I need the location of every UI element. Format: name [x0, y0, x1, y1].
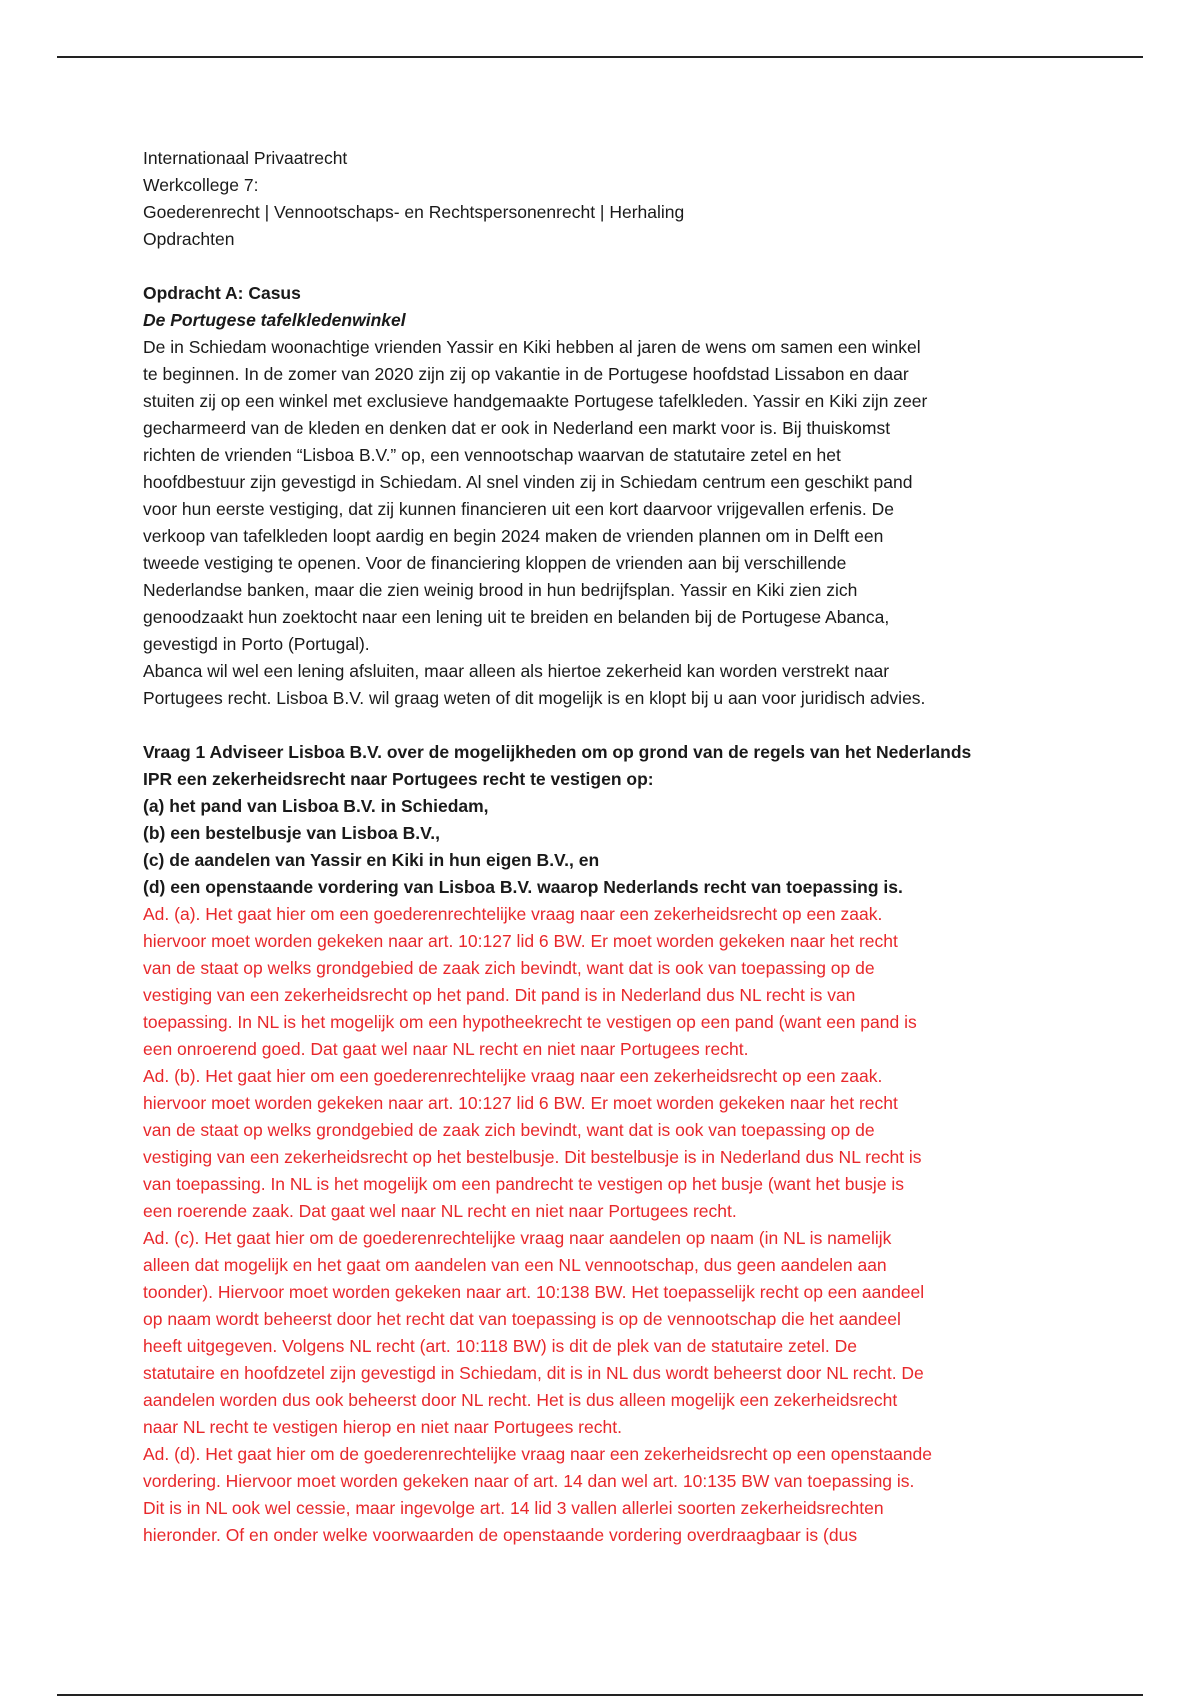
answer-line: hiervoor moet worden gekeken naar art. 10:127 lid 6 BW. Er moet worden gekeken naar het recht: [143, 1093, 898, 1113]
case-text-line: richten de vrienden “Lisboa B.V.” op, een vennootschap waarvan de statutaire zetel en het: [143, 445, 841, 465]
answer-line: van de staat op welks grondgebied de zaak zich bevindt, want dat is ook van toepassing op de: [143, 958, 875, 978]
case-text-line: verkoop van tafelkleden loopt aardig en begin 2024 maken de vrienden plannen om in Delft een: [143, 526, 884, 546]
answer-line: Ad. (d). Het gaat hier om de goederenrechtelijke vraag naar een zekerheidsrecht op een openstaande: [143, 1444, 932, 1464]
answer-line: op naam wordt beheerst door het recht dat van toepassing is op de vennootschap die het aandeel: [143, 1309, 901, 1329]
case-section: [143, 280, 1073, 712]
top-rule: [57, 56, 1143, 58]
question-line: (c) de aandelen van Yassir en Kiki in hun eigen B.V., en: [143, 850, 600, 870]
case-text-line: te beginnen. In de zomer van 2020 zijn zij op vakantie in de Portugese hoofdstad Lissabon en daar: [143, 364, 909, 384]
answer-line: van de staat op welks grondgebied de zaak zich bevindt, want dat is ook van toepassing op de: [143, 1120, 875, 1140]
answer-line: van toepassing. In NL is het mogelijk om een pandrecht te vestigen op het busje (want het busje is: [143, 1174, 905, 1194]
document-type: Opdrachten: [143, 229, 235, 249]
case-text: [143, 334, 1073, 712]
question-line: (b) een bestelbusje van Lisboa B.V.,: [143, 823, 440, 843]
case-text-line: voor hun eerste vestiging, dat zij kunnen financieren uit een kort daarvoor vrijgevallen erfenis. De: [143, 499, 894, 519]
answer-line: statutaire en hoofdzetel zijn gevestigd in Schiedam, dit is in NL dus wordt beheerst door NL recht. De: [143, 1363, 924, 1383]
case-text-line: gecharmeerd van de kleden en denken dat er ook in Nederland een markt voor is. Bij thuiskomst: [143, 418, 891, 438]
answer-line: aandelen worden dus ook beheerst door NL recht. Het is dus alleen mogelijk een zekerheidsrecht: [143, 1390, 898, 1410]
answer-line: hiervoor moet worden gekeken naar art. 10:127 lid 6 BW. Er moet worden gekeken naar het recht: [143, 931, 898, 951]
case-text-line: tweede vestiging te openen. Voor de financiering kloppen de vrienden aan bij verschillende: [143, 553, 847, 573]
question-line: (a) het pand van Lisboa B.V. in Schiedam,: [143, 796, 489, 816]
question-line: Vraag 1 Adviseer Lisboa B.V. over de mogelijkheden om op grond van de regels van het Nederlands: [143, 742, 972, 762]
topics-line: Goederenrecht | Vennootschaps- en Rechtspersonenrecht | Herhaling: [143, 202, 685, 222]
answer-line: vestiging van een zekerheidsrecht op het bestelbusje. Dit bestelbusje is in Nederland dus NL recht is: [143, 1147, 922, 1167]
session-title: Werkcollege 7:: [143, 175, 259, 195]
question-line: IPR een zekerheidsrecht naar Portugees recht te vestigen op:: [143, 769, 654, 789]
answer-line: heeft uitgegeven. Volgens NL recht (art. 10:118 BW) is dit de plek van de statutaire zetel. De: [143, 1336, 858, 1356]
question-section: [143, 739, 1073, 1549]
answer-line: toonder). Hiervoor moet worden gekeken naar art. 10:138 BW. Het toepasselijk recht op een aandeel: [143, 1282, 925, 1302]
case-text-line: Abanca wil wel een lening afsluiten, maar alleen als hiertoe zekerheid kan worden verstrekt naar: [143, 661, 890, 681]
case-text-line: stuiten zij op een winkel met exclusieve handgemaakte Portugese tafelkleden. Yassir en Kiki zijn zeer: [143, 391, 928, 411]
answer-line: naar NL recht te vestigen hierop en niet naar Portugees recht.: [143, 1417, 622, 1437]
case-text-line: gevestigd in Porto (Portugal).: [143, 634, 370, 654]
answer-line: Dit is in NL ook wel cessie, maar ingevolge art. 14 lid 3 vallen allerlei soorten zekerheidsrechten: [143, 1498, 884, 1518]
case-text-line: Portugees recht. Lisboa B.V. wil graag weten of dit mogelijk is en klopt bij u aan voor juridisch advies.: [143, 688, 926, 708]
answer-line: toepassing. In NL is het mogelijk om een hypotheekrecht te vestigen op een pand (want een pand is: [143, 1012, 917, 1032]
answer-line: een roerende zaak. Dat gaat wel naar NL recht en niet naar Portugees recht.: [143, 1201, 737, 1221]
answer-line: Ad. (a). Het gaat hier om een goederenrechtelijke vraag naar een zekerheidsrecht op een zaak.: [143, 904, 883, 924]
case-text-line: Nederlandse banken, maar die zien weinig brood in hun bedrijfsplan. Yassir en Kiki zien zich: [143, 580, 858, 600]
answer-line: Ad. (c). Het gaat hier om de goederenrechtelijke vraag naar aandelen op naam (in NL is namelijk: [143, 1228, 892, 1248]
document-header: [143, 145, 1073, 253]
answer-line: alleen dat mogelijk en het gaat om aandelen van een NL vennootschap, dus geen aandelen aan: [143, 1255, 887, 1275]
course-title: Internationaal Privaatrecht: [143, 148, 348, 168]
answer-text: [143, 901, 1073, 1549]
answer-line: Ad. (b). Het gaat hier om een goederenrechtelijke vraag naar een zekerheidsrecht op een zaak.: [143, 1066, 883, 1086]
question-line: (d) een openstaande vordering van Lisboa B.V. waarop Nederlands recht van toepassing is.: [143, 877, 903, 897]
bottom-rule: [57, 1694, 1143, 1696]
answer-line: een onroerend goed. Dat gaat wel naar NL recht en niet naar Portugees recht.: [143, 1039, 749, 1059]
case-text-line: genoodzaakt hun zoektocht naar een lening uit te breiden en belanden bij de Portugese Abanca,: [143, 607, 890, 627]
assignment-heading: Opdracht A: Casus: [143, 283, 301, 303]
answer-line: vestiging van een zekerheidsrecht op het pand. Dit pand is in Nederland dus NL recht is van: [143, 985, 856, 1005]
case-title: De Portugese tafelkledenwinkel: [143, 310, 406, 330]
case-text-line: De in Schiedam woonachtige vrienden Yassir en Kiki hebben al jaren de wens om samen een winkel: [143, 337, 921, 357]
answer-line: vordering. Hiervoor moet worden gekeken naar of art. 14 dan wel art. 10:135 BW van toepassing is.: [143, 1471, 915, 1491]
document-body: [143, 145, 1073, 1549]
case-text-line: hoofdbestuur zijn gevestigd in Schiedam. Al snel vinden zij in Schiedam centrum een geschikt pand: [143, 472, 913, 492]
question-text: [143, 739, 1073, 901]
answer-line: hieronder. Of en onder welke voorwaarden de openstaande vordering overdraagbaar is (dus: [143, 1525, 858, 1545]
